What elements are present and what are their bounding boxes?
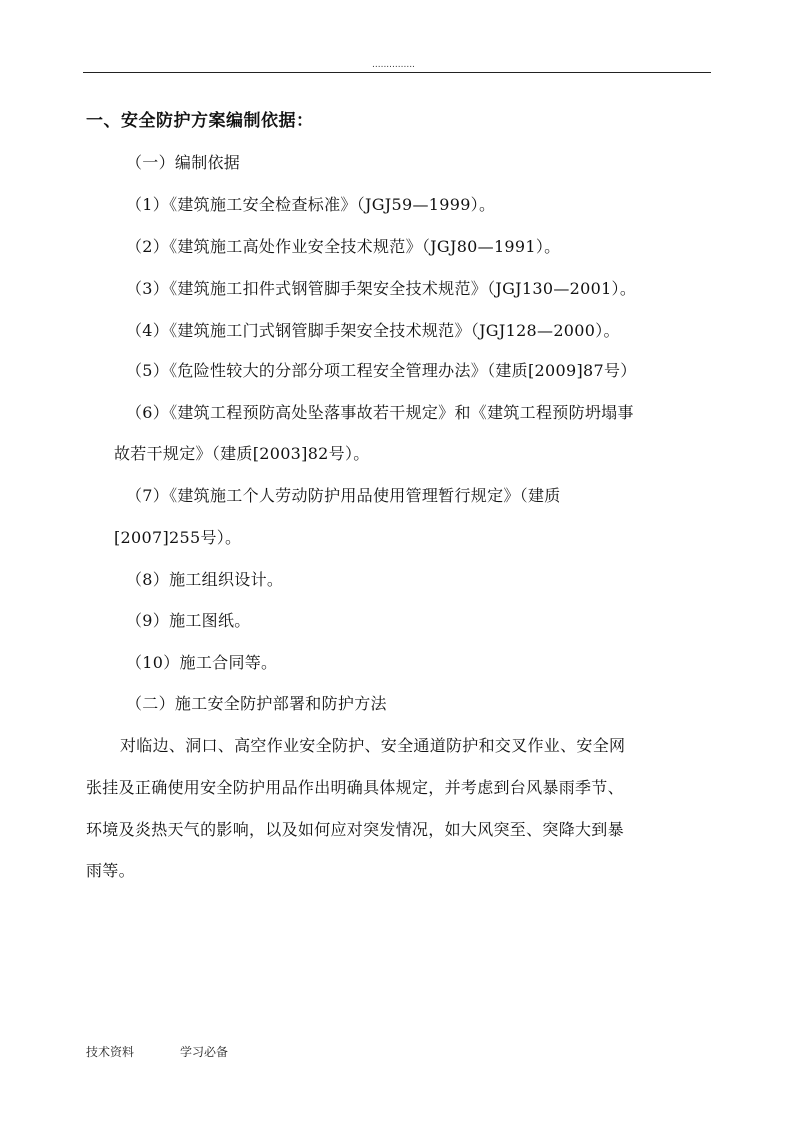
section2-heading: （二）施工安全防护部署和防护方法: [126, 694, 387, 713]
basis-item-6: （6）《建筑工程预防高处坠落事故若干规定》和《建筑工程预防坍塌事: [126, 403, 634, 422]
basis-item-8: （8）施工组织设计。: [126, 570, 284, 589]
basis-item-2: （2）《建筑施工高处作业安全技术规范》（JGJ80—1991）。: [126, 237, 561, 256]
basis-item-10: （10）施工合同等。: [126, 653, 278, 672]
basis-item-4: （4）《建筑施工门式钢管脚手架安全技术规范》（JGJ128—2000）。: [126, 321, 620, 340]
basis-item-3: （3）《建筑施工扣件式钢管脚手架安全技术规范》（JGJ130—2001）。: [126, 279, 637, 298]
section1-heading: （一）编制依据: [126, 153, 241, 172]
paragraph-line-2: 张挂及正确使用安全防护用品作出明确具体规定，并考虑到台风暴雨季节、: [86, 778, 624, 797]
basis-item-7: （7）《建筑施工个人劳动防护用品使用管理暂行规定》（建质: [126, 486, 561, 505]
footer-left: 技术资料: [86, 1045, 135, 1059]
paragraph-line-4: 雨等。: [86, 861, 135, 880]
header-dots: ...............: [372, 60, 415, 70]
basis-item-9: （9）施工图纸。: [126, 611, 251, 630]
footer-right: 学习必备: [180, 1045, 229, 1059]
section-title: 一、安全防护方案编制依据：: [86, 111, 314, 131]
paragraph-line-1: 对临边、洞口、高空作业安全防护、安全通道防护和交叉作业、安全网: [120, 736, 626, 755]
basis-item-6-cont: 故若干规定》（建质[2003]82号）。: [114, 444, 370, 463]
basis-item-7-cont: [2007]255号）。: [114, 528, 242, 547]
basis-item-5: （5）《危险性较大的分部分项工程安全管理办法》（建质[2009]87号）: [126, 361, 637, 380]
header-rule: [83, 72, 711, 73]
basis-item-1: （1）《建筑施工安全检查标准》（JGJ59—1999）。: [126, 195, 496, 214]
paragraph-line-3: 环境及炎热天气的影响，以及如何应对突发情况，如大风突至、突降大到暴: [86, 820, 624, 839]
